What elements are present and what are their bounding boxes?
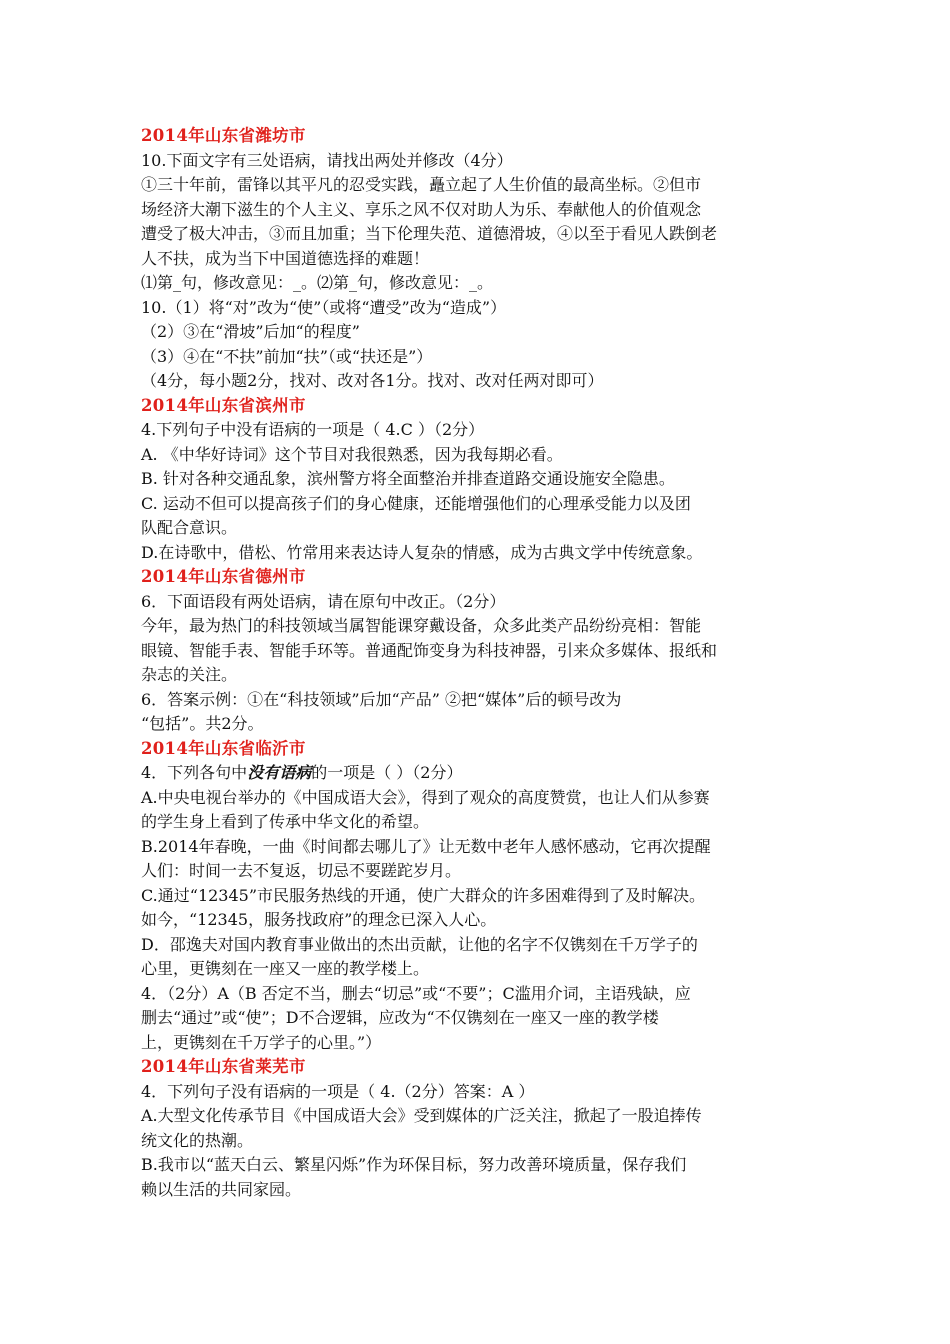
section-laiwu [141, 1055, 821, 1202]
question-suffix: 的一项是（ ）（2分） [311, 763, 463, 782]
text-line: 眼镜、智能手表、智能手环等。普通配饰变身为科技神器，引来众多媒体、报纸和 [141, 640, 718, 660]
text-line: 今年，最为热门的科技领域当属智能课穿戴设备，众多此类产品纷纷亮相：智能 [141, 616, 702, 635]
text-line: 4．下列句子没有语病的一项是（ 4.（2分）答案：A ） [141, 1081, 535, 1101]
text-line: 杂志的关注。 [141, 665, 238, 684]
text-line: （2）③在“滑坡”后加“的程度” [141, 322, 360, 341]
text-line: B.2014年春晚，一曲《时间都去哪儿了》让无数中老年人感怀感动，它再次提醒 [141, 836, 711, 856]
text-line: A. 《中华好诗词》这个节目对我很熟悉，因为我每期必看。 [141, 444, 563, 464]
text-line: C.通过“12345”市民服务热线的开通，使广大群众的许多困难得到了及时解决。 [141, 885, 706, 905]
text-line: 上，更镌刻在千万学子的心里。”） [141, 1032, 382, 1052]
section-heading: 2014年山东省潍坊市 [141, 126, 306, 145]
text-line: 6．答案示例：①在“科技领域”后加“产品” ②把“媒体”后的顿号改为 [141, 689, 622, 709]
text-line: 10.（1）将“对”改为“使”（或将“遭受”改为“造成”） [141, 297, 507, 317]
text-line: 删去“通过”或“使”；D不合逻辑，应改为“不仅镌刻在一座又一座的教学楼 [141, 1008, 659, 1027]
text-line: 4．（2分）A（B 否定不当，删去“切忌”或“不要”；C滥用介词，主语残缺，应 [141, 983, 691, 1003]
text-line: A.中央电视台举办的《中国成语大会》，得到了观众的高度赞赏，也让人们从参赛 [141, 787, 710, 807]
text-line: 遭受了极大冲击，③而且加重；当下伦理失范、道德滑坡，④以至于看见人跌倒老 [141, 224, 718, 243]
text-line: B. 针对各种交通乱象，滨州警方将全面整治并排查道路交通设施安全隐患。 [141, 469, 675, 488]
text-line: C. 运动不但可以提高孩子们的身心健康，还能增强他们的心理承受能力以及团 [141, 493, 691, 513]
emphasis-text: 没有语病 [247, 763, 312, 782]
text-line: 赖以生活的共同家园。 [141, 1179, 302, 1199]
text-line: （4分，每小题2分，找对、改对各1分。找对、改对任两对即可） [141, 371, 604, 390]
document-page [141, 124, 821, 1202]
text-line: A.大型文化传承节目《中国成语大会》受到媒体的广泛关注，掀起了一股追捧传 [141, 1106, 702, 1125]
text-line: D.在诗歌中，借松、竹常用来表达诗人复杂的情感，成为古典文学中传统意象。 [141, 542, 703, 562]
text-line: 人们：时间一去不复返，切忌不要蹉跎岁月。 [141, 861, 462, 880]
section-dezhou [141, 565, 821, 737]
text-line: B.我市以“蓝天白云、繁星闪烁”作为环保目标，努力改善环境质量，保存我们 [141, 1155, 687, 1174]
text-line: 队配合意识。 [141, 518, 238, 537]
text-line: ⑴第_句，修改意见：_。⑵第_句，修改意见：_。 [141, 273, 494, 292]
text-line: 10.下面文字有三处语病，请找出两处并修改（4分） [141, 150, 513, 170]
text-line: “包括”。共2分。 [141, 714, 264, 733]
question-prefix: 4．下列各句中 [141, 763, 248, 782]
section-heading: 2014年山东省莱芜市 [141, 1057, 306, 1076]
text-line: 4.下列句子中没有语病的一项是（ 4.C ）（2分） [141, 420, 485, 439]
text-line: （3）④在“不扶”前加“扶”（或“扶还是”） [141, 346, 433, 366]
section-binzhou [141, 394, 821, 566]
section-heading: 2014年山东省滨州市 [141, 395, 306, 415]
section-weifang [141, 124, 821, 394]
text-line: D．邵逸夫对国内教育事业做出的杰出贡献，让他的名字不仅镌刻在千万学子的 [141, 934, 698, 954]
text-line: 人不扶，成为当下中国道德选择的难题！ [141, 248, 430, 268]
section-heading: 2014年山东省临沂市 [141, 738, 306, 758]
text-line: 的学生身上看到了传承中华文化的希望。 [141, 812, 430, 831]
question-line [141, 761, 821, 786]
text-line: 心里，更镌刻在一座又一座的教学楼上。 [141, 959, 430, 978]
text-line: ①三十年前，雷锋以其平凡的忍受实践，矗立起了人生价值的最高坐标。②但市 [141, 175, 702, 194]
text-line: 统文化的热潮。 [141, 1130, 254, 1150]
text-line: 如今，“12345，服务找政府”的理念已深入人心。 [141, 910, 497, 929]
section-heading: 2014年山东省德州市 [141, 567, 306, 586]
section-linyi [141, 737, 821, 1056]
text-line: 场经济大潮下滋生的个人主义、享乐之风不仅对助人为乐、奉献他人的价值观念 [141, 199, 702, 219]
text-line: 6．下面语段有两处语病，请在原句中改正。（2分） [141, 591, 506, 611]
